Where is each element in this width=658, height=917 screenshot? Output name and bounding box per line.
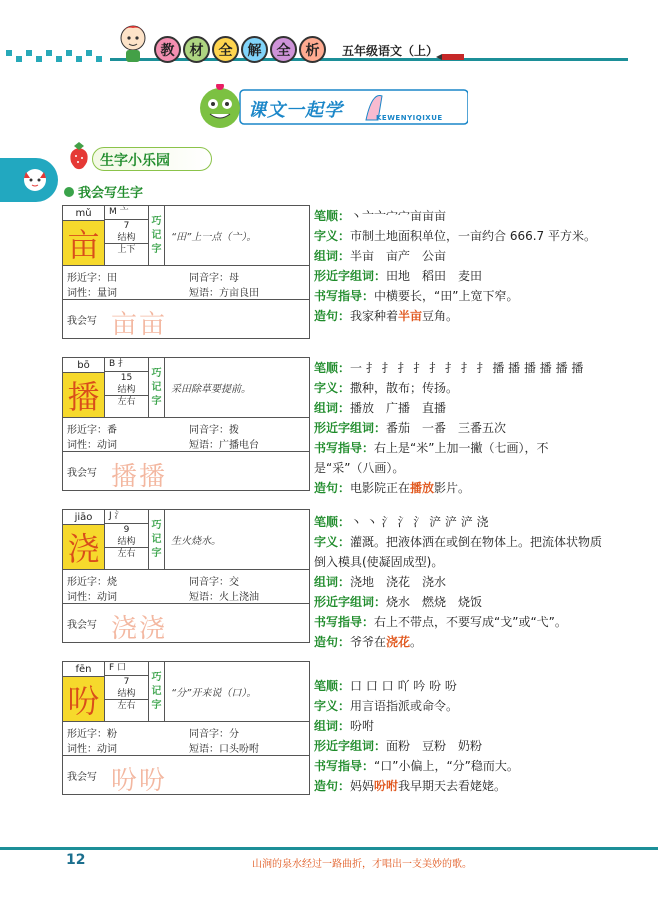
- similar-char: 形近字：田: [67, 273, 117, 284]
- big-character: 吩: [63, 677, 104, 721]
- card-detail-row: [63, 266, 309, 300]
- title-char: 全: [270, 36, 297, 63]
- radical: F 口: [105, 662, 148, 676]
- fox-face-icon: [22, 166, 48, 192]
- strawberry-icon: [66, 140, 92, 170]
- meaning: 字义：撒种，散布；传扬。: [314, 381, 459, 395]
- example-sentence: 造句：爷爷在浇花。: [314, 635, 423, 649]
- example-sentence: 造句：电影院正在播放影片。: [314, 481, 471, 495]
- title-char: 材: [183, 36, 210, 63]
- part-of-speech: 词性：动词: [67, 592, 117, 603]
- stroke-order: 笔顺：一 扌 扌 扌 扌 扌 扌 扌 扌 播 播 播 播 播 播: [314, 361, 584, 375]
- ji-char: 记: [151, 382, 162, 393]
- book-title: 五年级语文（上）: [342, 44, 439, 58]
- zi-char: 字: [151, 700, 162, 711]
- pinyin: jiāo: [63, 510, 104, 525]
- structure-label: 结构: [105, 384, 148, 396]
- meaning: 字义：市制土地面积单位，一亩约合 666.7 平方米。: [314, 229, 596, 243]
- qiao-ji-zi-label: [149, 662, 165, 722]
- card-header-row: [63, 662, 309, 722]
- card-header-row: [63, 206, 309, 266]
- qiao-ji-zi-label: [149, 510, 165, 570]
- stroke-order: 笔顺：口 口 口 吖 吟 吩 吩: [314, 679, 457, 693]
- ji-char: 记: [151, 230, 162, 241]
- card-detail-row: [63, 418, 309, 452]
- homophone: 同音字：交: [189, 577, 239, 588]
- pinyin: mǔ: [63, 206, 104, 221]
- char-info: [105, 206, 149, 266]
- radical: J 氵: [105, 510, 148, 524]
- character-notes: [314, 512, 604, 652]
- structure-label: 结构: [105, 232, 148, 244]
- phrase: 短语：广播电台: [189, 440, 259, 451]
- character-box: [63, 510, 105, 570]
- character-box: [63, 662, 105, 722]
- word-forming: 组词：吩咐: [314, 719, 375, 733]
- word-forming: 组词：播放 广播 直播: [314, 401, 447, 415]
- similar-char: 形近字：粉: [67, 729, 117, 740]
- char-info: [105, 358, 149, 418]
- meaning: 字义：灌溉。把液体洒在或倒在物体上。把流体状物质倒入模具(使凝固成型)。: [314, 535, 603, 569]
- memory-tip: “田”上一点（亠）。: [171, 232, 257, 243]
- qiao-char: 巧: [151, 520, 162, 531]
- character-card: [62, 205, 310, 339]
- title-char: 解: [241, 36, 268, 63]
- practice-label: 我会写: [67, 772, 97, 783]
- card-header-row: [63, 358, 309, 418]
- similar-char-words: 形近字组词：田地 稻田 麦田: [314, 269, 483, 283]
- tracing-characters: 吩吩: [111, 766, 168, 796]
- word-forming: 组词：半亩 亩产 公亩: [314, 249, 447, 263]
- card-detail-row: [63, 570, 309, 604]
- qiao-char: 巧: [151, 672, 162, 683]
- structure-value: 左右: [117, 397, 136, 407]
- tracing-characters: 亩亩: [111, 310, 168, 340]
- card-practice-row: [63, 300, 309, 338]
- card-practice-row: [63, 756, 309, 794]
- meaning: 字义：用言语指派或命令。: [314, 699, 459, 713]
- char-info: [105, 662, 149, 722]
- tracing-characters: 浇浇: [111, 614, 168, 644]
- structure-label: 结构: [105, 688, 148, 700]
- footer-rule: [0, 847, 658, 850]
- bullet-icon: [64, 187, 74, 197]
- memory-tip: 采田除草要提前。: [171, 384, 251, 395]
- subsection-title: 生字小乐园: [100, 153, 170, 169]
- zi-char: 字: [151, 396, 162, 407]
- header-decoration: [6, 46, 116, 66]
- banner-pinyin: KEWENYIQIXUE: [376, 114, 443, 122]
- character-card: [62, 509, 310, 643]
- zi-char: 字: [151, 548, 162, 559]
- banner-title: 课文一起学: [248, 100, 343, 121]
- similar-char-words: 形近字组词：面粉 豆粉 奶粉: [314, 739, 483, 753]
- char-info: [105, 510, 149, 570]
- book-series-title: [154, 36, 326, 63]
- similar-char: 形近字：烧: [67, 577, 117, 588]
- similar-char: 形近字：番: [67, 425, 117, 436]
- word-forming: 组词：浇地 浇花 浇水: [314, 575, 447, 589]
- writing-guide: 书写指导：中横要长，“田”上宽下窄。: [314, 289, 519, 303]
- memory-tip: 生火烧水。: [171, 536, 221, 547]
- part-of-speech: 词性：量词: [67, 288, 117, 299]
- structure-value: 左右: [117, 549, 136, 559]
- section-title: [64, 182, 143, 201]
- card-header-row: [63, 510, 309, 570]
- pinyin: fēn: [63, 662, 104, 677]
- structure-label: 结构: [105, 536, 148, 548]
- example-sentence: 造句：我家种着半亩豆角。: [314, 309, 459, 323]
- homophone: 同音字：分: [189, 729, 239, 740]
- ji-char: 记: [151, 534, 162, 545]
- card-practice-row: [63, 604, 309, 642]
- homophone: 同音字：拨: [189, 425, 239, 436]
- pinyin: bō: [63, 358, 104, 373]
- structure-value: 左右: [117, 701, 136, 711]
- card-practice-row: [63, 452, 309, 490]
- stroke-order: 笔顺：丶亠亠宀宀亩亩亩: [314, 209, 447, 223]
- pen-icon: [436, 52, 466, 62]
- practice-label: 我会写: [67, 316, 97, 327]
- big-character: 浇: [63, 525, 104, 569]
- writing-guide: 书写指导：“口”小偏上，“分”稳而大。: [314, 759, 519, 773]
- part-of-speech: 词性：动词: [67, 744, 117, 755]
- big-character: 播: [63, 373, 104, 417]
- phrase: 短语：方亩良田: [189, 288, 259, 299]
- character-card: [62, 661, 310, 795]
- zi-char: 字: [151, 244, 162, 255]
- title-char: 教: [154, 36, 181, 63]
- phrase: 短语：火上浇油: [189, 592, 259, 603]
- title-char: 析: [299, 36, 326, 63]
- big-character: 亩: [63, 221, 104, 265]
- radical: B 扌: [105, 358, 148, 372]
- section-title-text: 我会写生字: [78, 186, 144, 201]
- ji-char: 记: [151, 686, 162, 697]
- qiao-char: 巧: [151, 368, 162, 379]
- radical: M 亠: [105, 206, 148, 220]
- writing-guide: 书写指导：右上是“米”上加一撇（七画），不是“采”（八画）。: [314, 441, 549, 475]
- similar-char-words: 形近字组词：番茄 一番 三番五次: [314, 421, 507, 435]
- character-notes: [314, 358, 604, 498]
- character-box: [63, 206, 105, 266]
- character-notes: [314, 676, 604, 796]
- stroke-count: 15: [120, 373, 133, 383]
- practice-label: 我会写: [67, 468, 97, 479]
- qiao-ji-zi-label: [149, 206, 165, 266]
- character-notes: [314, 206, 604, 326]
- qiao-ji-zi-label: [149, 358, 165, 418]
- part-of-speech: 词性：动词: [67, 440, 117, 451]
- writing-guide: 书写指导：右上不带点，不要写成“戈”或“弋”。: [314, 615, 567, 629]
- character-box: [63, 358, 105, 418]
- page-number: 12: [66, 852, 86, 868]
- structure-value: 上下: [117, 245, 136, 255]
- example-sentence: 造句：妈妈吩咐我早期天去看姥姥。: [314, 779, 507, 793]
- practice-label: 我会写: [67, 620, 97, 631]
- tracing-characters: 播播: [111, 462, 168, 492]
- qiao-char: 巧: [151, 216, 162, 227]
- stroke-count: 7: [123, 221, 130, 231]
- mascot-icon: [112, 18, 154, 64]
- homophone: 同音字：母: [189, 273, 239, 284]
- similar-char-words: 形近字组词：烧水 燃烧 烧饭: [314, 595, 483, 609]
- card-detail-row: [63, 722, 309, 756]
- stroke-count: 7: [123, 677, 130, 687]
- stroke-order: 笔顺：丶 丶 氵 氵 氵 浐 浐 浐 浇: [314, 515, 489, 529]
- character-card: [62, 357, 310, 491]
- memory-tip: “分”开来说（口）。: [171, 688, 257, 699]
- phrase: 短语：口头吩咐: [189, 744, 259, 755]
- stroke-count: 9: [123, 525, 130, 535]
- footer-motto: 山涧的泉水经过一路曲折，才唱出一支美妙的歌。: [252, 859, 472, 870]
- title-char: 全: [212, 36, 239, 63]
